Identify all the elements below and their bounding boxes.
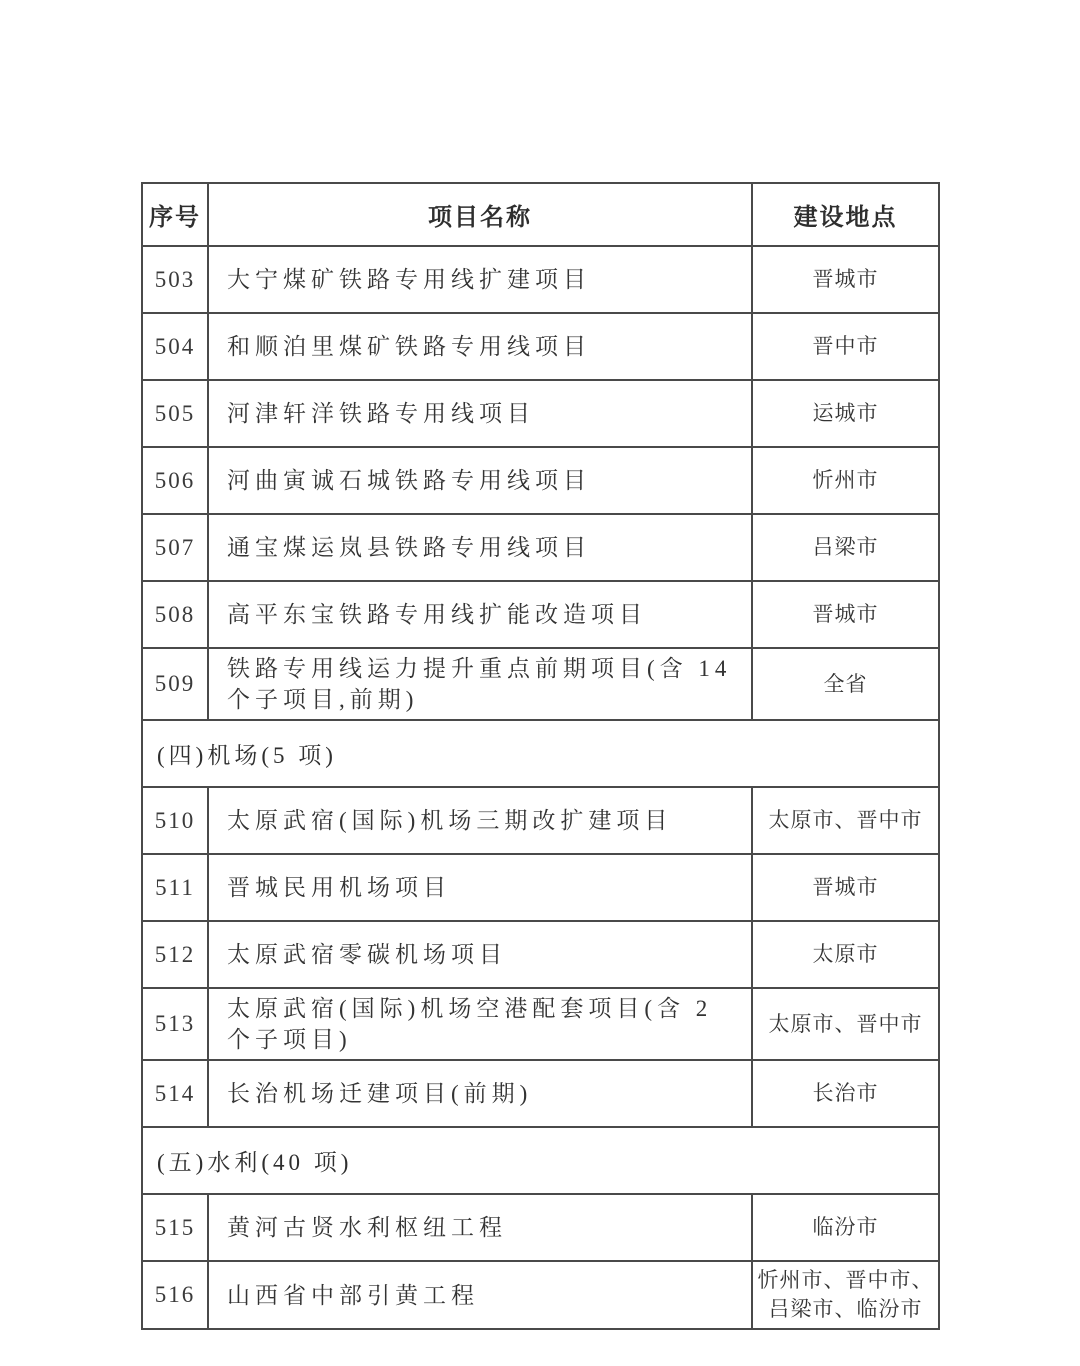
construction-location: 运城市 bbox=[752, 380, 939, 447]
table-header bbox=[142, 183, 939, 246]
construction-location: 全省 bbox=[752, 648, 939, 720]
header-serial-number: 序号 bbox=[142, 183, 208, 246]
project-name: 通宝煤运岚县铁路专用线项目 bbox=[208, 514, 752, 581]
row-serial-number: 503 bbox=[142, 246, 208, 313]
row-serial-number: 510 bbox=[142, 787, 208, 854]
construction-location: 长治市 bbox=[752, 1060, 939, 1127]
construction-location: 临汾市 bbox=[752, 1194, 939, 1261]
row-serial-number: 507 bbox=[142, 514, 208, 581]
table-row bbox=[142, 854, 939, 921]
table-row bbox=[142, 447, 939, 514]
row-serial-number: 514 bbox=[142, 1060, 208, 1127]
construction-location: 晋城市 bbox=[752, 854, 939, 921]
table-row bbox=[142, 787, 939, 854]
project-name: 太原武宿零碳机场项目 bbox=[208, 921, 752, 988]
project-name: 太原武宿(国际)机场三期改扩建项目 bbox=[208, 787, 752, 854]
project-name: 大宁煤矿铁路专用线扩建项目 bbox=[208, 246, 752, 313]
project-name: 铁路专用线运力提升重点前期项目(含 14 个子项目,前期) bbox=[208, 648, 752, 720]
row-serial-number: 509 bbox=[142, 648, 208, 720]
construction-location: 太原市 bbox=[752, 921, 939, 988]
row-serial-number: 516 bbox=[142, 1261, 208, 1329]
table-row bbox=[142, 921, 939, 988]
row-serial-number: 511 bbox=[142, 854, 208, 921]
construction-location: 忻州市、晋中市、吕梁市、临汾市 bbox=[752, 1261, 939, 1329]
row-serial-number: 515 bbox=[142, 1194, 208, 1261]
project-name: 长治机场迁建项目(前期) bbox=[208, 1060, 752, 1127]
row-serial-number: 512 bbox=[142, 921, 208, 988]
header-construction-location: 建设地点 bbox=[752, 183, 939, 246]
construction-location: 晋中市 bbox=[752, 313, 939, 380]
construction-location: 晋城市 bbox=[752, 246, 939, 313]
row-serial-number: 508 bbox=[142, 581, 208, 648]
project-name: 晋城民用机场项目 bbox=[208, 854, 752, 921]
project-name: 河曲寅诚石城铁路专用线项目 bbox=[208, 447, 752, 514]
project-name: 和顺泊里煤矿铁路专用线项目 bbox=[208, 313, 752, 380]
project-name: 高平东宝铁路专用线扩能改造项目 bbox=[208, 581, 752, 648]
section-label: (四)机场(5 项) bbox=[142, 720, 939, 787]
table-row bbox=[142, 1194, 939, 1261]
project-name: 黄河古贤水利枢纽工程 bbox=[208, 1194, 752, 1261]
table-row bbox=[142, 380, 939, 447]
section-row bbox=[142, 720, 939, 787]
header-row bbox=[142, 183, 939, 246]
construction-location: 晋城市 bbox=[752, 581, 939, 648]
section-label: (五)水利(40 项) bbox=[142, 1127, 939, 1194]
row-serial-number: 504 bbox=[142, 313, 208, 380]
table-row bbox=[142, 988, 939, 1060]
table-row bbox=[142, 581, 939, 648]
table-row bbox=[142, 648, 939, 720]
row-serial-number: 505 bbox=[142, 380, 208, 447]
construction-location: 吕梁市 bbox=[752, 514, 939, 581]
construction-location: 太原市、晋中市 bbox=[752, 988, 939, 1060]
section-row bbox=[142, 1127, 939, 1194]
table-row bbox=[142, 1060, 939, 1127]
table-row bbox=[142, 514, 939, 581]
table-row bbox=[142, 246, 939, 313]
construction-location: 太原市、晋中市 bbox=[752, 787, 939, 854]
construction-location: 忻州市 bbox=[752, 447, 939, 514]
project-name: 山西省中部引黄工程 bbox=[208, 1261, 752, 1329]
header-project-name: 项目名称 bbox=[208, 183, 752, 246]
row-serial-number: 506 bbox=[142, 447, 208, 514]
projects-table-body bbox=[142, 246, 939, 1329]
projects-table bbox=[141, 182, 940, 1330]
table-row bbox=[142, 1261, 939, 1329]
table-row bbox=[142, 313, 939, 380]
row-serial-number: 513 bbox=[142, 988, 208, 1060]
project-name: 太原武宿(国际)机场空港配套项目(含 2 个子项目) bbox=[208, 988, 752, 1060]
project-name: 河津轩洋铁路专用线项目 bbox=[208, 380, 752, 447]
